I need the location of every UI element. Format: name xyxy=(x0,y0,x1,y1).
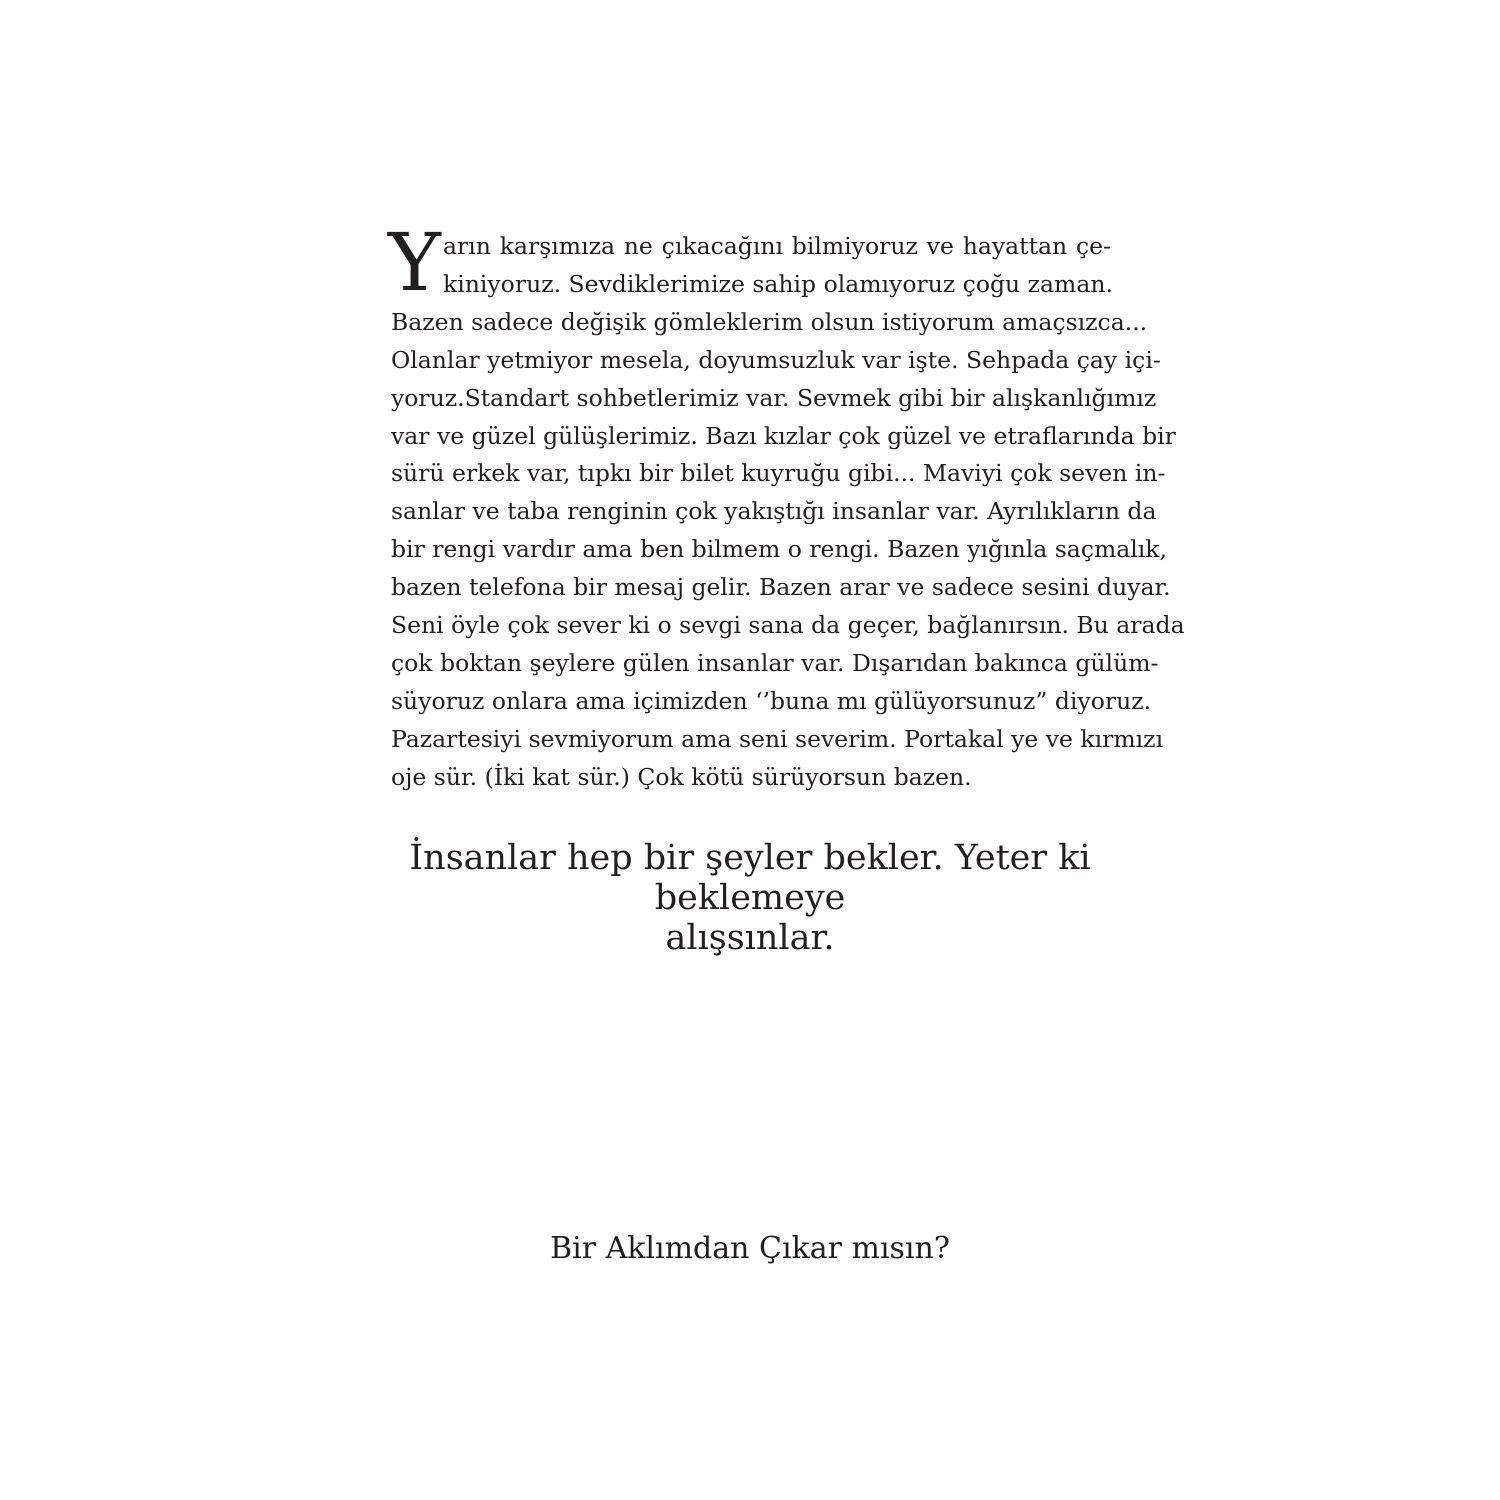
paragraph-line: Bazen sadece değişik gömleklerim olsun istiyorum amaçsızca... xyxy=(391,307,1148,336)
paragraph-line: oje sür. (İki kat sür.) Çok kötü sürüyorsun bazen. xyxy=(391,762,972,791)
pull-quote xyxy=(355,838,1145,958)
body-paragraph xyxy=(388,216,1185,797)
paragraph-line: arın karşımıza ne çıkacağını bilmiyoruz ve hayattan çe- xyxy=(443,232,1111,260)
paragraph-line: süyoruz onlara ama içimizden ‘’buna mı gülüyorsunuz” diyoruz. xyxy=(391,686,1152,715)
paragraph-line: sürü erkek var, tıpkı bir bilet kuyruğu gibi... Maviyi çok seven in- xyxy=(391,459,1166,488)
pull-quote-line: İnsanlar hep bir şeyler bekler. Yeter ki beklemeye xyxy=(409,838,1091,918)
paragraph-line: var ve güzel gülüşlerimiz. Bazı kızlar çok güzel ve etraflarında bir xyxy=(391,421,1176,450)
paragraph-line: Pazartesiyi sevmiyorum ama seni severim. Portakal ye ve kırmızı xyxy=(391,724,1164,753)
pull-quote-line: alışsınlar. xyxy=(665,918,835,958)
drop-cap: Y xyxy=(388,216,441,309)
paragraph-line: Seni öyle çok sever ki o sevgi sana da geçer, bağlanırsın. Bu arada xyxy=(391,611,1185,640)
paragraph-line: sanlar ve taba renginin çok yakıştığı insanlar var. Ayrılıkların da xyxy=(391,497,1157,526)
paragraph-line: yoruz.Standart sohbetlerimiz var. Sevmek gibi bir alışkanlığımız xyxy=(391,383,1157,412)
paragraph-line: kiniyoruz. Sevdiklerimize sahip olamıyoruz çoğu zaman. xyxy=(443,269,1113,298)
paragraph-line: Olanlar yetmiyor mesela, doyumsuzluk var işte. Sehpada çay içi- xyxy=(391,345,1161,374)
book-title-footer: Bir Aklımdan Çıkar mısın? xyxy=(550,1231,950,1266)
paragraph-line: çok boktan şeylere gülen insanlar var. Dışarıdan bakınca gülüm- xyxy=(391,648,1159,677)
paragraph-line: bir rengi vardır ama ben bilmem o rengi. Bazen yığınla saçmalık, xyxy=(391,535,1168,564)
paragraph-line: bazen telefona bir mesaj gelir. Bazen arar ve sadece sesini duyar. xyxy=(391,573,1171,602)
